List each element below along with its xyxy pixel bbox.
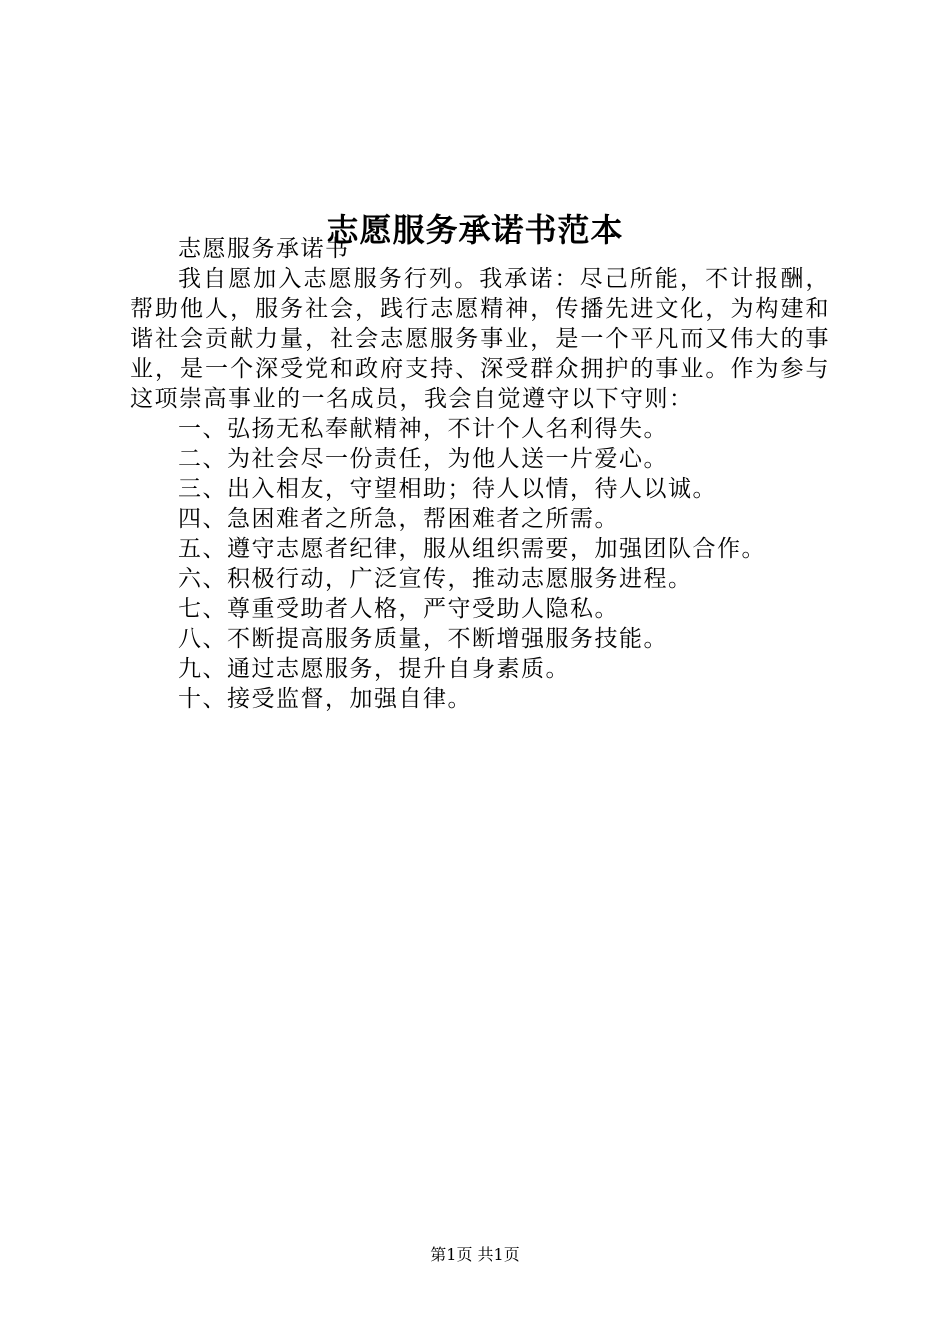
list-item: 九、通过志愿服务，提升自身素质。	[178, 656, 570, 682]
list-item: 八、不断提高服务质量，不断增强服务技能。	[178, 626, 668, 652]
list-item: 五、遵守志愿者纪律，服从组织需要，加强团队合作。	[178, 536, 766, 562]
list-item: 六、积极行动，广泛宣传，推动志愿服务进程。	[178, 566, 693, 592]
document-body	[130, 234, 830, 714]
list-item: 一、弘扬无私奉献精神，不计个人名利得失。	[178, 416, 668, 442]
page-footer: 第1页 共1页	[430, 1245, 520, 1264]
list-item: 七、尊重受助者人格，严守受助人隐私。	[178, 596, 619, 622]
list-item: 二、为社会尽一份责任，为他人送一片爱心。	[178, 446, 668, 472]
rules-list	[130, 414, 830, 714]
document-subtitle: 志愿服务承诺书	[178, 236, 350, 262]
list-item: 四、急困难者之所急，帮困难者之所需。	[178, 506, 619, 532]
list-item: 十、接受监督，加强自律。	[178, 686, 472, 712]
list-item: 三、出入相友，守望相助；待人以情，待人以诚。	[178, 476, 717, 502]
document-title: 志愿服务承诺书范本	[326, 211, 624, 250]
intro-paragraph: 我自愿加入志愿服务行列。我承诺：尽己所能，不计报酬，帮助他人，服务社会，践行志愿精神，传播先进文化，为构建和谐社会贡献力量，社会志愿服务事业，是一个平凡而又伟大的事业，是一个深受党和政府支持、深受群众拥护的事业。作为参与这项崇高事业的一名成员，我会自觉遵守以下守则：	[130, 266, 830, 412]
